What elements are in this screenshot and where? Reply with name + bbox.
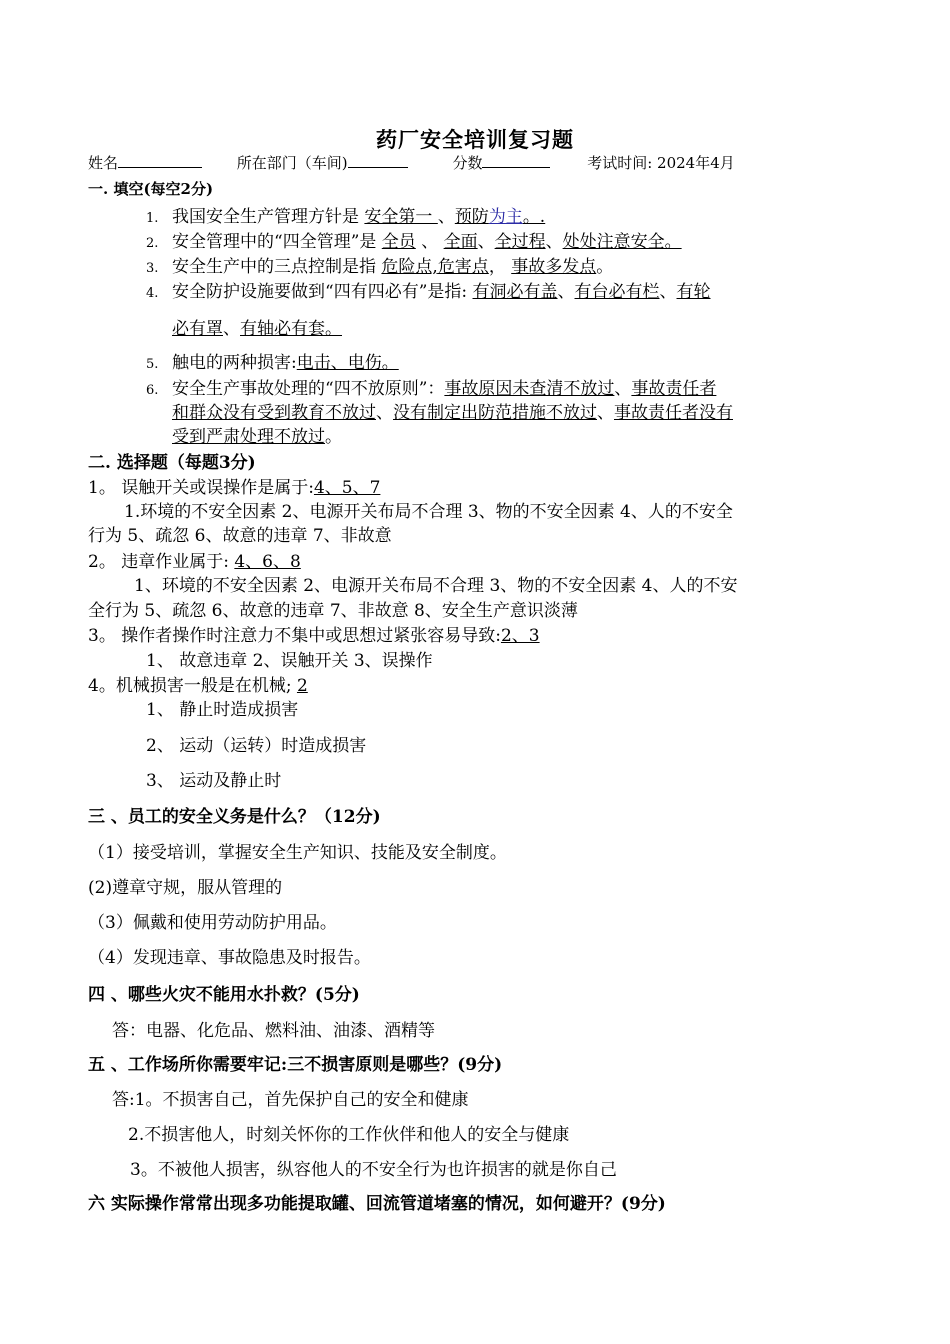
q-text: 触电的两种损害:	[172, 353, 297, 373]
s2-q4	[88, 671, 308, 696]
exam-time-label: 考试时间: 2024年4月	[587, 154, 735, 172]
answer: 和群众没有受到教育不放过	[172, 403, 376, 423]
answer: 全过程	[494, 232, 546, 252]
dept-label: 所在部门（车间)	[236, 154, 348, 172]
score-field[interactable]	[482, 152, 550, 168]
q-text: 、	[376, 403, 393, 423]
s2-q4-option1: 1、 静止时造成损害	[146, 700, 299, 720]
q-text: 我国安全生产管理方针是	[172, 207, 365, 227]
s1-q5	[146, 348, 399, 373]
q-text: 、	[597, 403, 614, 423]
s1-q2	[146, 227, 682, 252]
s2-q1-options-cont: 行为 5、疏忽 6、故意的违章 7、非故意	[88, 526, 392, 546]
answer: 预防	[454, 207, 489, 227]
section4-heading: 四 、哪些火灾不能用水扑救？(5分)	[88, 985, 360, 1005]
answer: 安全第一	[364, 207, 438, 227]
page-title: 药厂安全培训复习题	[376, 127, 574, 152]
s1-q4	[146, 277, 711, 302]
answer: 全面	[443, 232, 478, 252]
q-text: 、	[437, 207, 455, 227]
score-label: 分数	[452, 154, 483, 172]
s3-line4: （4）发现违章、事故隐患及时报告。	[88, 948, 371, 968]
section3-heading: 三 、员工的安全义务是什么？（12分)	[88, 807, 381, 827]
s1-q6-cont2	[172, 422, 342, 447]
answer: 2、3	[500, 626, 540, 646]
dept-field[interactable]	[348, 152, 408, 168]
q-number: 1.	[146, 211, 159, 226]
answer: 电击、电伤。	[296, 353, 399, 373]
s1-q4-cont	[172, 314, 342, 339]
answer: 没有制定出防范措施不放过	[393, 403, 597, 423]
q-number: 4.	[146, 286, 159, 301]
name-label: 姓名	[88, 154, 119, 172]
answer: 事故责任者	[631, 379, 717, 399]
section1-heading: 一. 填空(每空2分)	[88, 180, 214, 198]
q-text: 、	[557, 282, 575, 302]
q-text: 、	[545, 232, 563, 252]
answer: 处处注意安全。	[562, 232, 682, 252]
answer: 有洞必有盖	[472, 282, 558, 302]
answer: 危害点	[437, 257, 489, 277]
s2-q1-options: 1.环境的不安全因素 2、电源开关布局不合理 3、物的不安全因素 4、人的不安全	[124, 502, 733, 522]
answer: 4、5、7	[313, 478, 381, 498]
q-text: 安全管理中的“四全管理”是	[172, 232, 382, 252]
s2-q2	[88, 547, 301, 572]
q-text: 安全防护设施要做到“四有四必有”是指:	[172, 282, 473, 302]
q-text: 。	[325, 427, 342, 447]
s2-q3-options: 1、 故意违章 2、误触开关 3、误操作	[146, 651, 433, 671]
answer: 危险点,	[381, 257, 438, 277]
s2-q1	[88, 473, 380, 498]
s1-q3	[146, 252, 613, 277]
s2-q2-options: 1、环境的不安全因素 2、电源开关布局不合理 3、物的不安全因素 4、人的不安	[134, 576, 738, 596]
q-number: 3.	[146, 261, 159, 276]
s1-q6	[146, 374, 716, 399]
answer: 全员	[381, 232, 416, 252]
q-number: 5.	[146, 357, 159, 372]
section6-heading: 六 实际操作常常出现多功能提取罐、回流管道堵塞的情况，如何避开？(9分)	[88, 1194, 666, 1214]
q-text: 、	[477, 232, 495, 252]
q-text: 安全生产中的三点控制是指	[172, 257, 382, 277]
s1-q6-cont1	[172, 398, 733, 423]
s2-q4-option2: 2、 运动（运转）时造成损害	[146, 736, 367, 756]
answer: 事故多发点	[511, 257, 597, 277]
s1-q1	[146, 202, 545, 227]
q-text: 4。机械损害一般是在机械;	[88, 676, 297, 696]
section5-heading: 五 、工作场所你需要牢记:三不损害原则是哪些？(9分)	[88, 1055, 503, 1075]
s2-q2-options-cont: 全行为 5、疏忽 6、故意的违章 7、非故意 8、安全生产意识淡薄	[88, 601, 578, 621]
s2-q3	[88, 621, 540, 646]
answer: 2	[296, 676, 308, 696]
q-text: 、	[223, 319, 240, 339]
s2-q4-option3: 3、 运动及静止时	[146, 771, 282, 791]
section2-heading: 二. 选择题（每题3分)	[88, 453, 256, 473]
name-field[interactable]	[118, 152, 202, 168]
q-text: 。	[596, 257, 614, 277]
answer: 有轴必有套。	[240, 319, 342, 339]
s5-line3: 3。不被他人损害，纵容他人的不安全行为也许损害的就是你自己	[130, 1160, 617, 1180]
q-text: 3。 操作者操作时注意力不集中或思想过紧张容易导致:	[88, 626, 501, 646]
q-text: 、	[614, 379, 632, 399]
answer: 4、6、8	[234, 552, 301, 572]
answer: 有台必有栏	[574, 282, 660, 302]
q-text: 、	[659, 282, 677, 302]
answer: 受到严肃处理不放过	[172, 427, 325, 447]
q-number: 2.	[146, 236, 159, 251]
s5-line2: 2.不损害他人，时刻关怀你的工作伙伴和他人的安全与健康	[128, 1125, 570, 1145]
answer: 事故责任者没有	[614, 403, 733, 423]
answer: 为主	[488, 207, 523, 227]
q-text: 1。 误触开关或误操作是属于:	[88, 478, 314, 498]
answer: 有轮	[676, 282, 711, 302]
q-text: 、	[415, 232, 444, 252]
answer: 必有罩	[172, 319, 223, 339]
exam-header	[88, 152, 735, 173]
q-text: 安全生产事故处理的“四不放原则”：	[172, 379, 445, 399]
s4-answer: 答：电器、化危品、燃料油、油漆、酒精等	[112, 1021, 435, 1041]
q-number: 6.	[146, 383, 159, 398]
answer: 事故原因未查清不放过	[444, 379, 615, 399]
q-text: ，	[488, 257, 512, 277]
s3-line1: （1）接受培训，掌握安全生产知识、技能及安全制度。	[88, 843, 507, 863]
s3-line2: (2)遵章守规，服从管理的	[88, 878, 283, 898]
answer: 。.	[522, 207, 546, 227]
s5-line1: 答:1。不损害自己，首先保护自己的安全和健康	[112, 1090, 469, 1110]
s3-line3: （3）佩戴和使用劳动防护用品。	[88, 913, 337, 933]
q-text: 2。 违章作业属于:	[88, 552, 235, 572]
